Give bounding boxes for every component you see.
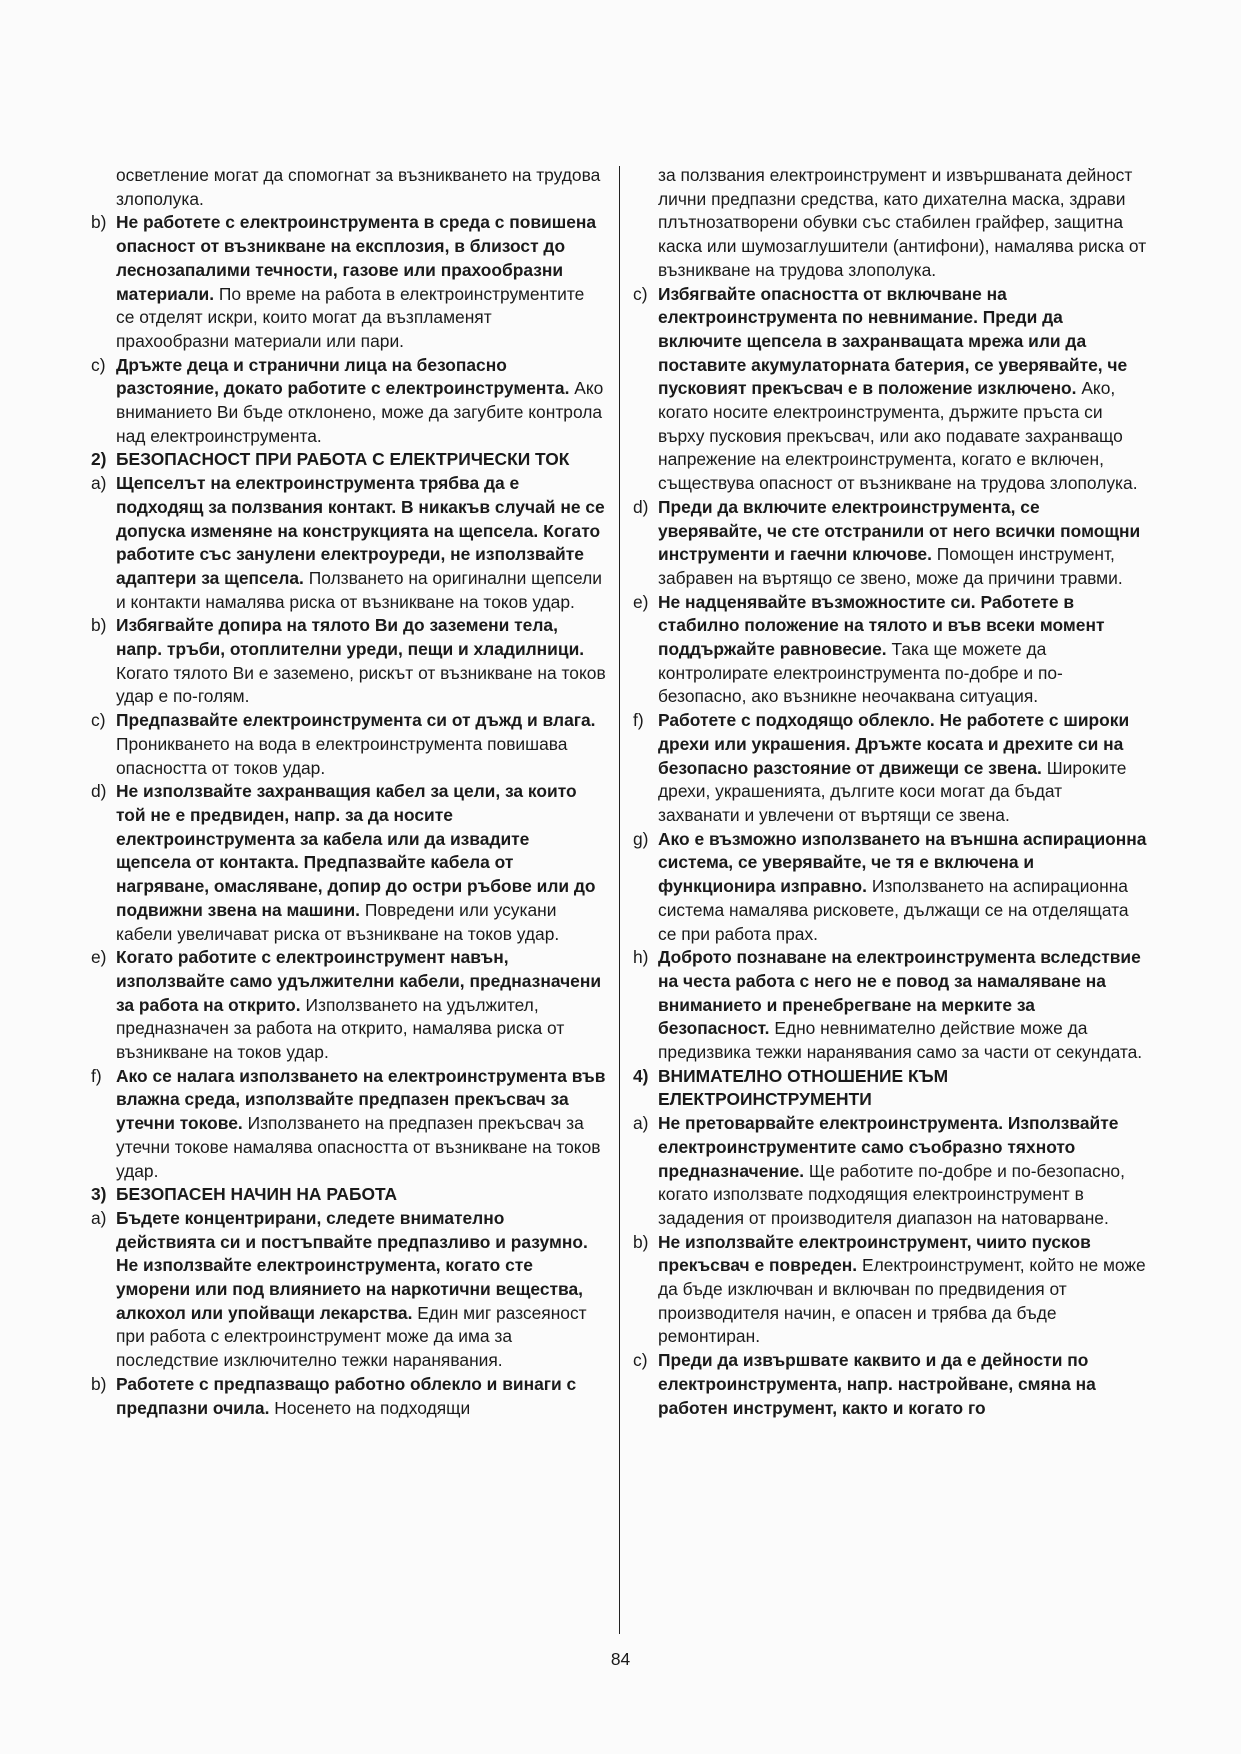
item-label: c) — [633, 283, 648, 304]
item-label: f) — [91, 1065, 102, 1086]
item-bold-text: Не използвайте захранващия кабел за цели, за които той не е предвиден, напр. за да носите електроинструмента за кабела или да извадите щепсела от контакта. Предпазвайте кабела от нагряване, омасляване, допир до остри ръбове или до подвижни звена на машини. — [116, 781, 596, 920]
instruction-item — [633, 709, 1148, 828]
item-text: Използването на предпазен прекъсвач за утечни токове намалява опасността от възникване на токов удар. — [116, 1113, 601, 1181]
instruction-item — [91, 354, 606, 449]
item-bold-text: Ако е възможно използването на външна аспирационна система, се уверявайте, че тя е включена и функционира изправно. — [658, 828, 1147, 897]
item-bold-text: Не претоварвайте електроинструмента. Използвайте електроинструментите само съобразно тяхното предназначение. — [658, 1113, 1119, 1181]
continuation-text: за ползвания електроинструмент и извършваната дейност лични предпазни средства, като дихателна маска, здрави плътнозатворени обувки със стабилен грайфер, защитна каска или шумозаглушители (антифони), намалява риска от възникване на трудова злополука. — [658, 165, 1147, 280]
item-bold-text: Преди да включите електроинструмента, се уверявайте, че сте отстранили от него всички помощни инструменти и гаечни ключове. — [658, 496, 1141, 565]
item-text: По време на работа в електроинструментите се отделят искри, които могат да възпламенят прахообразни материали или пари. — [116, 283, 585, 351]
item-bold-text: Работете с подходящо облекло. Не работете с широки дрехи или украшения. Дръжте косата и дрехите си на безопасно разстояние от движещи се звена. — [658, 710, 1130, 778]
instruction-item — [633, 1112, 1148, 1231]
item-bold-text: Не работете с електроинструмента в среда с повишена опасност от възникване на експлозия, в близост до леснозапалими течности, газове или прахообразни материали. — [116, 212, 597, 304]
item-label: d) — [633, 496, 649, 517]
item-label: c) — [633, 1350, 648, 1371]
instruction-item — [633, 283, 1148, 496]
item-label: h) — [633, 947, 649, 968]
item-label: d) — [91, 781, 107, 802]
item-bold-text: Не надценявайте възможностите си. Работете в стабилно положение на тялото и във всеки момент поддържайте равновесие. — [658, 591, 1105, 660]
item-text: Един миг разсеяност при работа с електроинструмент може да има за последствие изключително тежки наранявания. — [116, 1302, 587, 1371]
item-label: e) — [91, 947, 107, 968]
item-bold-text: Предпазвайте електроинструмента си от дъжд и влага. — [116, 710, 596, 731]
item-text: Така ще можете да контролирате електроинструмента по-добре и по-безопасно, ако възникне неочаквана ситуация. — [658, 639, 1063, 707]
section-title: БЕЗОПАСЕН НАЧИН НА РАБОТА — [116, 1184, 398, 1205]
page-number: 84 — [610, 1649, 631, 1669]
item-text: Използването на удължител, предназначен за работа на открито, намалява риска от възникване на токов удар. — [116, 994, 565, 1063]
item-bold-text: Дръжте деца и странични лица на безопасно разстояние, докато работите с електроинструмента. — [116, 354, 570, 399]
section-title: БЕЗОПАСНОСТ ПРИ РАБОТА С ЕЛЕКТРИЧЕСКИ ТОК — [116, 449, 570, 470]
item-text: Ползването на оригинални щепсели и контакти намалява риска от възникване на токов удар. — [116, 567, 602, 612]
instruction-item — [91, 946, 606, 1065]
item-bold-text: Доброто познаване на електроинструмента вследствие на честа работа с него не е повод за намаляване на вниманието и пренебрегване на мерките за безопасност. — [658, 947, 1141, 1039]
item-bold-text: Бъдете концентрирани, следете внимателно действията си и постъпвайте предпазливо и разумно. Не използвайте електроинструмента, когато сте уморени или под влиянието на наркотични вещества, алкохол или упойващи лекарства. — [116, 1207, 588, 1323]
item-text: Широките дрехи, украшенията, дългите коси могат да бъдат захванати и увлечени от въртящи се звена. — [658, 757, 1127, 825]
instruction-item — [91, 1207, 606, 1373]
item-bold-text: Преди да извършвате каквито и да е дейности по електроинструмента, напр. настройване, смяна на работен инструмент, както и когато го — [658, 1350, 1096, 1418]
item-text: Повредени или усукани кабели увеличават риска от възникване на токов удар. — [116, 899, 560, 944]
item-text: Ако, когато носите електроинструмента, държите пръста си върху пусковия прекъсвач, или ако подавате захранващо напрежение на електроинструмента, когато е включен, съществува опасност от възникване на трудова злополука. — [658, 378, 1138, 494]
item-bold-text: Избягвайте опасността от включване на електроинструмента по невнимание. Преди да включите щепсела в захранващата мрежа или да поставите акумулаторната батерия, се уверявайте, че пусковият прекъсвач е в положение изключено. — [658, 283, 1128, 399]
item-text: Проникването на вода в електроинструмента повишава опасността от токов удар. — [116, 733, 568, 778]
item-label: a) — [91, 473, 107, 494]
item-label: g) — [633, 828, 649, 849]
instruction-item — [633, 1349, 1148, 1420]
section-heading-tool-care — [633, 1065, 1148, 1112]
instruction-item — [91, 1373, 606, 1420]
item-text: Едно невнимателно действие може да предизвика тежки наранявания само за части от секундата. — [658, 1018, 1143, 1063]
instruction-item — [91, 614, 606, 709]
instruction-item — [91, 472, 606, 614]
item-label: a) — [91, 1207, 107, 1228]
instruction-item — [633, 828, 1148, 947]
item-bold-text: Избягвайте допира на тялото Ви до заземени тела, напр. тръби, отоплителни уреди, пещи и хладилници. — [116, 615, 585, 660]
continuation-text: осветление могат да спомогнат за възникването на трудова злополука. — [116, 165, 601, 209]
item-bold-text: Когато работите с електроинструмент навън, използвайте само удължителни кабели, предназначени за работа на открито. — [116, 947, 602, 1015]
instruction-item — [633, 946, 1148, 1065]
item-text: Помощен инструмент, забравен на въртящо се звено, може да причини травми. — [658, 544, 1123, 588]
section-number: 4) — [633, 1065, 649, 1086]
item-label: c) — [91, 710, 106, 731]
item-text: Носенето на подходящи — [269, 1397, 471, 1418]
item-text: Електроинструмент, който не може да бъде изключван и включван по предвидения от производителя начин, е опасен и трябва да бъде ремонтиран. — [658, 1255, 1146, 1347]
left-column — [91, 164, 606, 1420]
instruction-item — [633, 496, 1148, 591]
instruction-item — [633, 591, 1148, 710]
item-text: Ще работите по-добре и по-безопасно, когато използвате подходящия електроинструмент в зададения от производителя диапазон на натоварване. — [658, 1160, 1125, 1228]
instruction-item — [91, 780, 606, 946]
item-text: Ако вниманието Ви бъде отклонено, може да загубите контрола над електроинструмента. — [116, 378, 604, 446]
item-bold-text: Не използвайте електроинструмент, чиито пусков прекъсвач е повреден. — [658, 1231, 1091, 1276]
instruction-item — [633, 1231, 1148, 1350]
right-column — [633, 164, 1148, 1420]
item-text: Използването на аспирационна система намалява рисковете, дължащи се на отделящата се при работа прах. — [658, 876, 1129, 944]
column-divider — [619, 166, 620, 1634]
section-number: 2) — [91, 449, 107, 470]
item-label: b) — [91, 615, 107, 636]
item-label: f) — [633, 710, 644, 731]
section-title: ВНИМАТЕЛНО ОТНОШЕНИЕ КЪМ ЕЛЕКТРОИНСТРУМЕНТИ — [658, 1065, 949, 1110]
item-bold-text: Ако се налага използването на електроинструмента във влажна среда, използвайте предпазен прекъсвач за утечни токове. — [116, 1065, 606, 1134]
section-heading-safe-work — [91, 1183, 606, 1207]
section-number: 3) — [91, 1184, 107, 1205]
item-label: a) — [633, 1113, 649, 1134]
item-label: b) — [91, 1373, 107, 1394]
instruction-item — [91, 709, 606, 780]
instruction-item — [91, 211, 606, 353]
item-text: Когато тялото Ви е заземено, рискът от възникване на токов удар е по-голям. — [116, 662, 606, 707]
item-bold-text: Работете с предпазващо работно облекло и винаги с предпазни очила. — [116, 1373, 577, 1418]
item-label: c) — [91, 354, 106, 375]
section-heading-electrical — [91, 448, 606, 472]
item-label: b) — [633, 1231, 649, 1252]
item-label: e) — [633, 591, 649, 612]
item-label: b) — [91, 212, 107, 233]
instruction-item — [91, 1065, 606, 1184]
item-bold-text: Щепселът на електроинструмента трябва да е подходящ за ползвания контакт. В никакъв случай не се допуска изменяне на конструкцията на щепсела. Когато работите със занулени електроуреди, не използвайте адаптери за щепсела. — [116, 473, 605, 588]
